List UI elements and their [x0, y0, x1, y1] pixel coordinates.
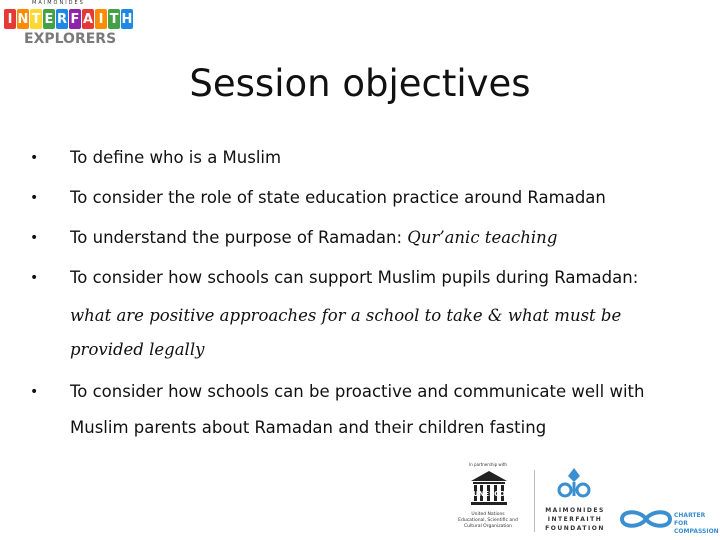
logo-tile: H [121, 9, 133, 29]
bullet-text: To consider how schools can support Muslim pupils during Ramadan: [70, 268, 639, 287]
logo-bottom-text: EXPLORERS [24, 31, 117, 47]
bullet-text: To understand the purpose of Ramadan: [70, 228, 408, 247]
bullet-text: To define who is a Muslim [70, 148, 282, 167]
maimonides-line: INTERFAITH [547, 516, 603, 523]
svg-text:UNESCO: UNESCO [472, 490, 506, 498]
bullet-icon: • [30, 190, 39, 206]
unesco-caption: In partnership with [469, 462, 507, 467]
bullet-text-italic: provided legally [70, 340, 205, 359]
maimonides-foundation-logo [536, 466, 614, 536]
maimonides-line: FOUNDATION [545, 525, 605, 532]
interfaith-explorers-logo [2, 0, 132, 52]
bullet-text: To consider the role of state education practice around Ramadan [70, 188, 606, 207]
logo-tile: A [82, 9, 94, 29]
bullet-text-italic: Qur’anic teaching [407, 228, 558, 247]
bullet-icon: • [30, 270, 39, 286]
bullet-icon: • [30, 384, 39, 400]
unesco-logo [446, 462, 530, 538]
bullet-text-italic: what are positive approaches for a school to take & what must be [70, 306, 622, 325]
slide-title: Session objectives [189, 62, 531, 105]
charter-line: COMPASSION [674, 528, 719, 535]
logo-tile: N [17, 9, 29, 29]
charter-line: CHARTER FOR [674, 512, 706, 527]
logo-top-text: MAIMONIDES [32, 0, 85, 6]
logo-tile: I [4, 9, 16, 29]
logo-divider [534, 470, 535, 532]
logo-tile: R [56, 9, 68, 29]
unesco-line: United Nations [471, 512, 505, 517]
logo-tile: T [108, 9, 120, 29]
bullet-text-line [70, 220, 690, 256]
unesco-line: Cultural Organization [464, 524, 512, 529]
maimonides-line: MAIMONIDES [545, 507, 605, 514]
bullet-icon: • [30, 230, 39, 246]
logo-tile: E [43, 9, 55, 29]
maimonides-text [536, 506, 614, 533]
bullet-text: To consider how schools can be proactive and communicate well with [70, 382, 645, 401]
logo-tile: I [95, 9, 107, 29]
logo-tile: F [69, 9, 81, 29]
logo-tiles [4, 9, 133, 31]
charter-text [674, 512, 720, 536]
unesco-text [446, 512, 530, 530]
charter-for-compassion-logo [618, 506, 718, 536]
logo-tile: T [30, 9, 42, 29]
unesco-line: Educational, Scientific and [458, 518, 518, 523]
unesco-temple-icon [470, 470, 508, 506]
maimonides-mark-icon [556, 466, 592, 502]
infinity-loop-icon [618, 506, 674, 532]
bullet-text: Muslim parents about Ramadan and their children fasting [70, 418, 547, 437]
bullet-icon: • [30, 150, 39, 166]
